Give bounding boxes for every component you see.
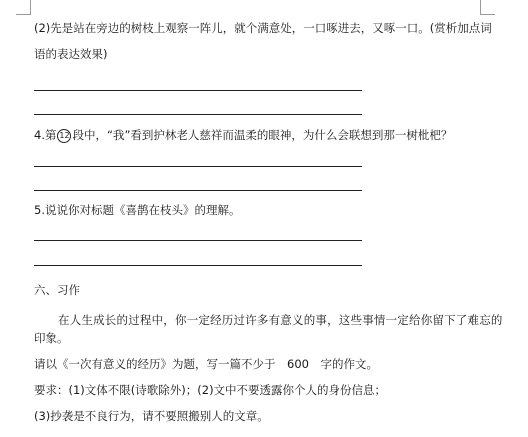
page-corner-mark-right xyxy=(480,0,495,15)
circled-number-badge: 12 xyxy=(57,129,71,143)
question-4-text: 段中，“我”看到护林老人慈祥而温柔的眼神，为什么会联想到那一树枇杷？ xyxy=(72,128,453,142)
answer-line[interactable] xyxy=(34,265,362,266)
question-4-prefix: 4.第 xyxy=(34,128,57,142)
answer-line[interactable] xyxy=(34,166,362,167)
essay-intro-line-1: 在人生成长的过程中，你一定经历过许多有意义的事，这些事情一定给你留下了难忘的 xyxy=(58,313,503,327)
page-corner-mark-left xyxy=(16,0,31,15)
section-6-heading: 六、习作 xyxy=(34,283,80,297)
answer-line[interactable] xyxy=(34,240,362,241)
requirements-line-1: 要求：(1)文体不限(诗歌除外)；(2)文中不要透露你个人的身份信息； xyxy=(34,383,387,397)
essay-intro-line-2: 印象。 xyxy=(34,331,69,345)
answer-line[interactable] xyxy=(34,114,362,115)
question-5: 5.说说你对标题《喜鹊在枝头》的理解。 xyxy=(34,203,241,217)
essay-prompt: 请以《一次有意义的经历》为题，写一篇不少于 600 字的作文。 xyxy=(34,357,378,371)
question-2-line-2: 语的表达效果) xyxy=(34,47,108,61)
question-4 xyxy=(34,127,452,143)
requirements-line-2: (3)抄袭是不良行为，请不要照搬别人的文章。 xyxy=(34,409,269,423)
answer-line[interactable] xyxy=(34,190,362,191)
answer-line[interactable] xyxy=(34,90,362,91)
question-2-line-1: (2)先是站在旁边的树枝上观察一阵儿，就个满意处，一口啄进去，又啄一口。(赏析加点词 xyxy=(34,21,492,35)
